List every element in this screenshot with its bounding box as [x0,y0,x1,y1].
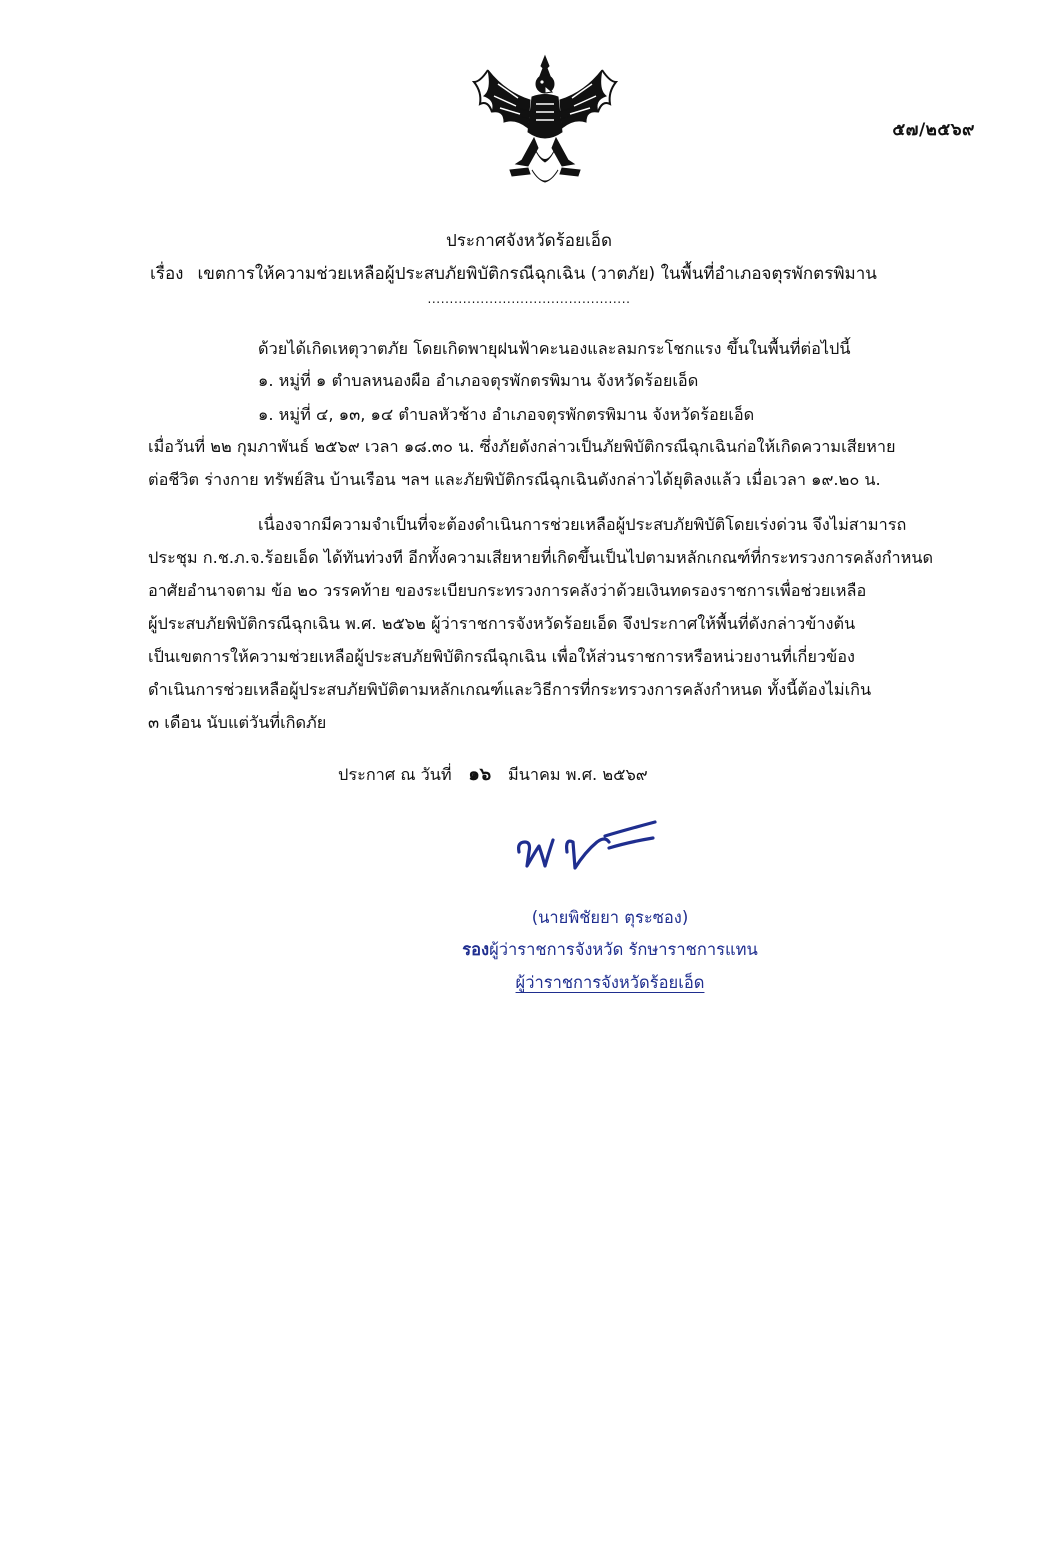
page-title: ประกาศจังหวัดร้อยเอ็ด [445,231,613,251]
paragraph-line: ด้วยได้เกิดเหตุวาตภัย โดยเกิดพายุฝนฟ้าคะนองและลมกระโชกแรง ขึ้นในพื้นที่ต่อไปนี้ [258,339,851,358]
paragraph-line: ดำเนินการช่วยเหลือผู้ประสบภัยพิบัติตามหลักเกณฑ์และวิธีการที่กระทรวงการคลังกำหนด ทั้งนี้ต้องไม่เกิน [148,680,872,699]
paragraph-line: ๓ เดือน นับแต่วันที่เกิดภัย [148,713,327,732]
garuda-emblem-icon [470,52,620,202]
list-item: ๑. หมู่ที่ ๔, ๑๓, ๑๔ ตำบลหัวช้าง อำเภอจตุรพักตรพิมาน จังหวัดร้อยเอ็ด [258,405,755,424]
signer-position-2-text: ผู้ว่าราชการจังหวัดร้อยเอ็ด [515,973,705,992]
subject-text: เขตการให้ความช่วยเหลือผู้ประสบภัยพิบัติกรณีฉุกเฉิน (วาตภัย) ในพื้นที่อำเภอจตุรพักตรพิมาน [197,264,877,284]
signer-position-2 [380,970,840,996]
signer-name: (นายพิชัยยา ตุระซอง) [531,908,689,927]
paragraph-line: เนื่องจากมีความจำเป็นที่จะต้องดำเนินการช่วยเหลือผู้ประสบภัยพิบัติโดยเร่งด่วน จึงไม่สามารถ [258,515,907,534]
paragraph-line: เป็นเขตการให้ความช่วยเหลือผู้ประสบภัยพิบัติกรณีฉุกเฉิน เพื่อให้ส่วนราชการหรือหน่วยงานที่เกี่ยวข้อง [148,647,855,666]
paragraph-line: อาศัยอำนาจตาม ข้อ ๒๐ วรรคท้าย ของระเบียบกระทรวงการคลังว่าด้วยเงินทดรองราชการเพื่อช่วยเหลือ [148,581,867,600]
list-item: ๑. หมู่ที่ ๑ ตำบลหนองผือ อำเภอจตุรพักตรพิมาน จังหวัดร้อยเอ็ด [258,371,699,390]
paragraph-line: เมื่อวันที่ ๒๒ กุมภาพันธ์ ๒๕๖๙ เวลา ๑๘.๓๐ น. ซึ่งภัยดังกล่าวเป็นภัยพิบัติกรณีฉุกเฉินก่อให้เกิดความเสียหาย [148,437,896,456]
announcement-prefix: ประกาศ ณ วันที่ [338,765,452,784]
paragraph-line: ผู้ประสบภัยพิบัติกรณีฉุกเฉิน พ.ศ. ๒๕๖๒ ผู้ว่าราชการจังหวัดร้อยเอ็ด จึงประกาศให้พื้นที่ดังกล่าวข้างต้น [148,614,856,633]
document-number: ๕๗/๒๕๖๙ [892,120,975,140]
subject-label: เรื่อง [150,264,184,284]
subject-line [150,260,960,287]
signer-position-rest: ผู้ว่าราชการจังหวัด รักษาราชการแทน [489,940,758,959]
announcement-month-year: มีนาคม พ.ศ. ๒๕๖๙ [508,765,648,784]
paragraph-line: ประชุม ก.ช.ภ.จ.ร้อยเอ็ด ได้ทันท่วงที อีกทั้งความเสียหายที่เกิดขึ้นเป็นไปตามหลักเกณฑ์ที่กระทรวงการคลังกำหนด [148,548,934,567]
signer-position-prefix: รอง [462,940,490,959]
announcement-day: ๑๖ [468,764,492,785]
signer-position [380,937,840,963]
announcement-date [338,764,648,786]
paragraph-line: ต่อชีวิต ร่างกาย ทรัพย์สิน บ้านเรือน ฯลฯ และภัยพิบัติกรณีฉุกเฉินดังกล่าวได้ยุติลงแล้ว เมื่อเวลา ๑๙.๒๐ น. [148,470,881,489]
dotted-separator: .............................................. [427,292,631,306]
handwritten-signature [505,812,675,880]
